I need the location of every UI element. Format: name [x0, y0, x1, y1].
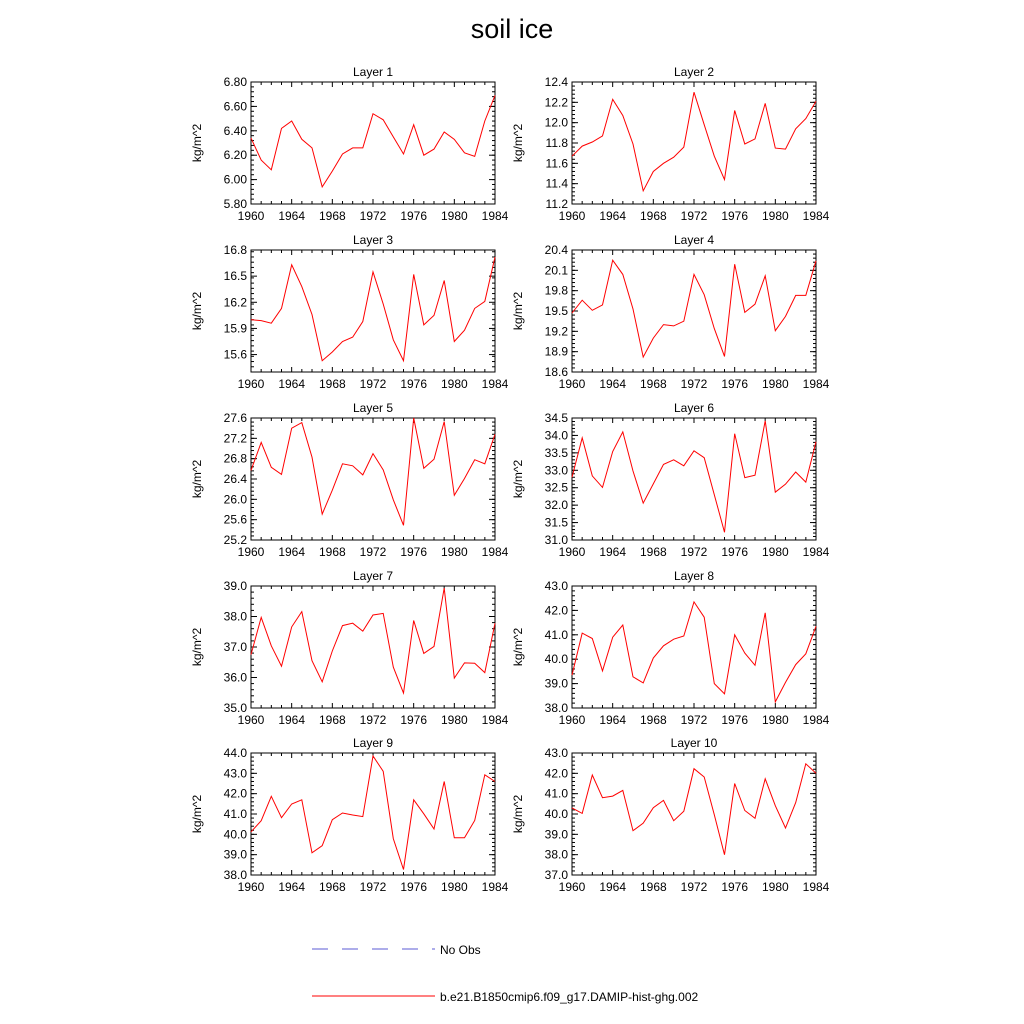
x-tick-label: 1972 — [359, 713, 387, 727]
y-tick-label: 27.2 — [223, 431, 247, 446]
x-tick-label: 1972 — [680, 377, 708, 391]
x-tick-label: 1964 — [278, 209, 306, 223]
x-tick-label: 1968 — [318, 209, 346, 223]
panel-6 — [511, 401, 830, 559]
y-tick-label: 40.0 — [544, 807, 568, 821]
x-tick-label: 1984 — [802, 545, 830, 559]
x-tick-label: 1976 — [400, 377, 428, 391]
y-tick-label: 34.5 — [544, 411, 568, 425]
y-axis-label: kg/m^2 — [511, 627, 525, 667]
y-axis-label: kg/m^2 — [190, 459, 204, 499]
y-tick-label: 27.6 — [223, 411, 247, 425]
x-tick-label: 1980 — [761, 880, 789, 894]
y-tick-label: 16.2 — [223, 295, 247, 310]
y-tick-label: 6.60 — [223, 99, 247, 114]
y-tick-label: 16.5 — [223, 269, 247, 284]
y-axis-label: kg/m^2 — [190, 291, 204, 331]
x-tick-label: 1984 — [481, 209, 509, 223]
x-tick-label: 1964 — [278, 713, 306, 727]
y-tick-label: 6.20 — [223, 148, 247, 163]
series-line — [572, 764, 816, 855]
x-tick-label: 1972 — [359, 209, 387, 223]
panel-10 — [511, 736, 830, 894]
x-tick-label: 1964 — [278, 880, 306, 894]
y-tick-label: 12.4 — [544, 75, 568, 89]
x-tick-label: 1968 — [318, 377, 346, 391]
x-tick-label: 1960 — [558, 880, 586, 894]
y-tick-label: 15.6 — [223, 347, 247, 362]
y-tick-label: 43.0 — [223, 766, 247, 781]
plot-frame — [251, 753, 495, 875]
x-tick-label: 1972 — [680, 545, 708, 559]
x-tick-label: 1960 — [558, 209, 586, 223]
legend-obs-label: No Obs — [440, 943, 481, 957]
x-tick-label: 1980 — [440, 209, 468, 223]
y-tick-label: 18.6 — [544, 365, 568, 379]
x-tick-label: 1960 — [558, 377, 586, 391]
y-tick-label: 38.0 — [223, 868, 247, 882]
x-tick-label: 1972 — [359, 377, 387, 391]
y-tick-label: 12.0 — [544, 115, 568, 130]
panel-7 — [190, 569, 509, 727]
panel-8 — [511, 569, 830, 727]
panel-1 — [190, 65, 509, 223]
series-line — [572, 260, 816, 357]
x-tick-label: 1980 — [440, 880, 468, 894]
y-tick-label: 20.4 — [544, 243, 568, 257]
x-tick-label: 1984 — [802, 209, 830, 223]
y-tick-label: 35.0 — [223, 701, 247, 715]
x-tick-label: 1972 — [680, 880, 708, 894]
x-tick-label: 1964 — [278, 545, 306, 559]
y-tick-label: 41.0 — [544, 786, 568, 801]
y-tick-label: 6.40 — [223, 123, 247, 138]
y-tick-label: 39.0 — [223, 847, 247, 862]
x-tick-label: 1984 — [481, 713, 509, 727]
series-line — [572, 602, 816, 702]
y-tick-label: 42.0 — [223, 786, 247, 801]
y-tick-label: 43.0 — [544, 746, 568, 760]
y-tick-label: 36.0 — [223, 670, 247, 685]
plot-frame — [251, 82, 495, 204]
y-tick-label: 33.0 — [544, 463, 568, 478]
x-tick-label: 1960 — [558, 713, 586, 727]
x-tick-label: 1976 — [721, 713, 749, 727]
y-tick-label: 41.0 — [223, 807, 247, 821]
y-axis-label: kg/m^2 — [190, 794, 204, 834]
panel-9 — [190, 736, 509, 894]
x-tick-label: 1964 — [599, 209, 627, 223]
x-tick-label: 1980 — [440, 713, 468, 727]
y-tick-label: 20.1 — [544, 263, 568, 278]
x-tick-label: 1968 — [639, 377, 667, 391]
y-axis-label: kg/m^2 — [511, 123, 525, 163]
y-tick-label: 32.5 — [544, 480, 568, 495]
y-axis-label: kg/m^2 — [511, 459, 525, 499]
x-tick-label: 1984 — [802, 377, 830, 391]
y-axis-label: kg/m^2 — [190, 123, 204, 163]
series-line — [251, 95, 495, 186]
y-tick-label: 44.0 — [223, 746, 247, 760]
panel-title: Layer 5 — [352, 401, 394, 415]
panel-title: Layer 6 — [673, 401, 715, 415]
x-tick-label: 1964 — [599, 545, 627, 559]
y-axis-label: kg/m^2 — [511, 794, 525, 834]
x-tick-label: 1980 — [761, 209, 789, 223]
y-tick-label: 39.0 — [223, 579, 247, 593]
series-line — [251, 418, 495, 525]
x-tick-label: 1984 — [481, 377, 509, 391]
y-tick-label: 18.9 — [544, 344, 568, 359]
x-tick-label: 1964 — [599, 713, 627, 727]
x-tick-label: 1972 — [680, 713, 708, 727]
y-tick-label: 39.0 — [544, 676, 568, 691]
panel-title: Layer 2 — [673, 65, 715, 79]
y-tick-label: 5.80 — [223, 197, 247, 211]
x-tick-label: 1960 — [237, 377, 265, 391]
x-tick-label: 1968 — [639, 209, 667, 223]
x-tick-label: 1980 — [761, 545, 789, 559]
y-tick-label: 38.0 — [544, 701, 568, 715]
panel-title: Layer 7 — [352, 569, 394, 583]
y-tick-label: 42.0 — [544, 766, 568, 781]
x-tick-label: 1984 — [481, 545, 509, 559]
x-tick-label: 1980 — [761, 377, 789, 391]
y-tick-label: 25.6 — [223, 512, 247, 527]
y-tick-label: 42.0 — [544, 603, 568, 618]
plot-frame — [572, 418, 816, 540]
plot-frame — [251, 250, 495, 372]
x-tick-label: 1984 — [802, 713, 830, 727]
x-tick-label: 1972 — [680, 209, 708, 223]
y-tick-label: 11.2 — [545, 197, 568, 211]
y-tick-label: 41.0 — [544, 627, 568, 642]
series-line — [572, 92, 816, 191]
plot-frame — [251, 586, 495, 708]
y-tick-label: 19.5 — [544, 304, 568, 318]
x-tick-label: 1960 — [237, 713, 265, 727]
y-tick-label: 43.0 — [544, 579, 568, 593]
x-tick-label: 1964 — [599, 377, 627, 391]
y-tick-label: 40.0 — [544, 652, 568, 667]
y-tick-label: 37.0 — [223, 640, 247, 654]
y-tick-label: 39.0 — [544, 827, 568, 842]
y-tick-label: 38.0 — [223, 609, 247, 624]
x-tick-label: 1976 — [400, 545, 428, 559]
x-tick-label: 1968 — [318, 713, 346, 727]
panel-3 — [190, 233, 509, 391]
x-tick-label: 1976 — [721, 209, 749, 223]
x-tick-label: 1976 — [721, 545, 749, 559]
x-tick-label: 1968 — [639, 880, 667, 894]
x-tick-label: 1968 — [639, 545, 667, 559]
plot-frame — [572, 250, 816, 372]
x-tick-label: 1960 — [237, 545, 265, 559]
panel-title: Layer 8 — [673, 569, 715, 583]
y-tick-label: 32.0 — [544, 498, 568, 513]
y-tick-label: 11.6 — [545, 156, 568, 171]
x-tick-label: 1964 — [599, 880, 627, 894]
plot-frame — [572, 586, 816, 708]
panel-title: Layer 4 — [673, 233, 715, 247]
y-tick-label: 12.2 — [544, 95, 568, 110]
y-tick-label: 6.00 — [223, 172, 247, 187]
x-tick-label: 1980 — [761, 713, 789, 727]
x-tick-label: 1976 — [721, 880, 749, 894]
panel-5 — [190, 401, 509, 559]
x-tick-label: 1980 — [440, 377, 468, 391]
x-tick-label: 1972 — [359, 545, 387, 559]
plot-frame — [572, 82, 816, 204]
y-tick-label: 11.4 — [545, 176, 568, 191]
panel-title: Layer 9 — [352, 736, 394, 750]
series-line — [251, 257, 495, 361]
x-tick-label: 1984 — [802, 880, 830, 894]
chart-title: soil ice — [470, 14, 554, 44]
series-line — [572, 421, 816, 533]
y-tick-label: 15.9 — [223, 321, 247, 336]
y-tick-label: 16.8 — [223, 243, 247, 257]
y-axis-label: kg/m^2 — [190, 627, 204, 667]
plot-frame — [251, 418, 495, 540]
y-tick-label: 40.0 — [223, 827, 247, 842]
x-tick-label: 1960 — [237, 880, 265, 894]
y-axis-label: kg/m^2 — [511, 291, 525, 331]
y-tick-label: 26.8 — [223, 451, 247, 466]
x-tick-label: 1968 — [318, 880, 346, 894]
x-tick-label: 1972 — [359, 880, 387, 894]
series-line — [251, 756, 495, 870]
panel-title: Layer 1 — [352, 65, 394, 79]
y-tick-label: 31.5 — [544, 515, 568, 530]
x-tick-label: 1976 — [721, 377, 749, 391]
x-tick-label: 1976 — [400, 880, 428, 894]
x-tick-label: 1964 — [278, 377, 306, 391]
y-tick-label: 26.4 — [223, 472, 247, 486]
y-tick-label: 31.0 — [544, 533, 568, 547]
panel-title: Layer 3 — [352, 233, 394, 247]
y-tick-label: 25.2 — [223, 533, 247, 547]
x-tick-label: 1968 — [318, 545, 346, 559]
x-tick-label: 1960 — [237, 209, 265, 223]
panel-2 — [511, 65, 830, 223]
y-tick-label: 38.0 — [544, 847, 568, 862]
legend-model-label: b.e21.B1850cmip6.f09_g17.DAMIP-hist-ghg.002 — [440, 990, 699, 1004]
x-tick-label: 1968 — [639, 713, 667, 727]
series-line — [251, 588, 495, 693]
panel-4 — [511, 233, 830, 391]
y-tick-label: 34.0 — [544, 428, 568, 443]
x-tick-label: 1976 — [400, 713, 428, 727]
x-tick-label: 1984 — [481, 880, 509, 894]
y-tick-label: 19.2 — [544, 324, 568, 339]
y-tick-label: 19.8 — [544, 283, 568, 298]
y-tick-label: 37.0 — [544, 868, 568, 882]
x-tick-label: 1976 — [400, 209, 428, 223]
panels-group — [190, 65, 830, 894]
y-tick-label: 33.5 — [544, 445, 568, 460]
y-tick-label: 11.8 — [545, 136, 568, 150]
y-tick-label: 6.80 — [223, 75, 247, 89]
panel-title: Layer 10 — [670, 736, 718, 750]
x-tick-label: 1960 — [558, 545, 586, 559]
y-tick-label: 26.0 — [223, 492, 247, 507]
legend-lines — [312, 949, 435, 996]
x-tick-label: 1980 — [440, 545, 468, 559]
